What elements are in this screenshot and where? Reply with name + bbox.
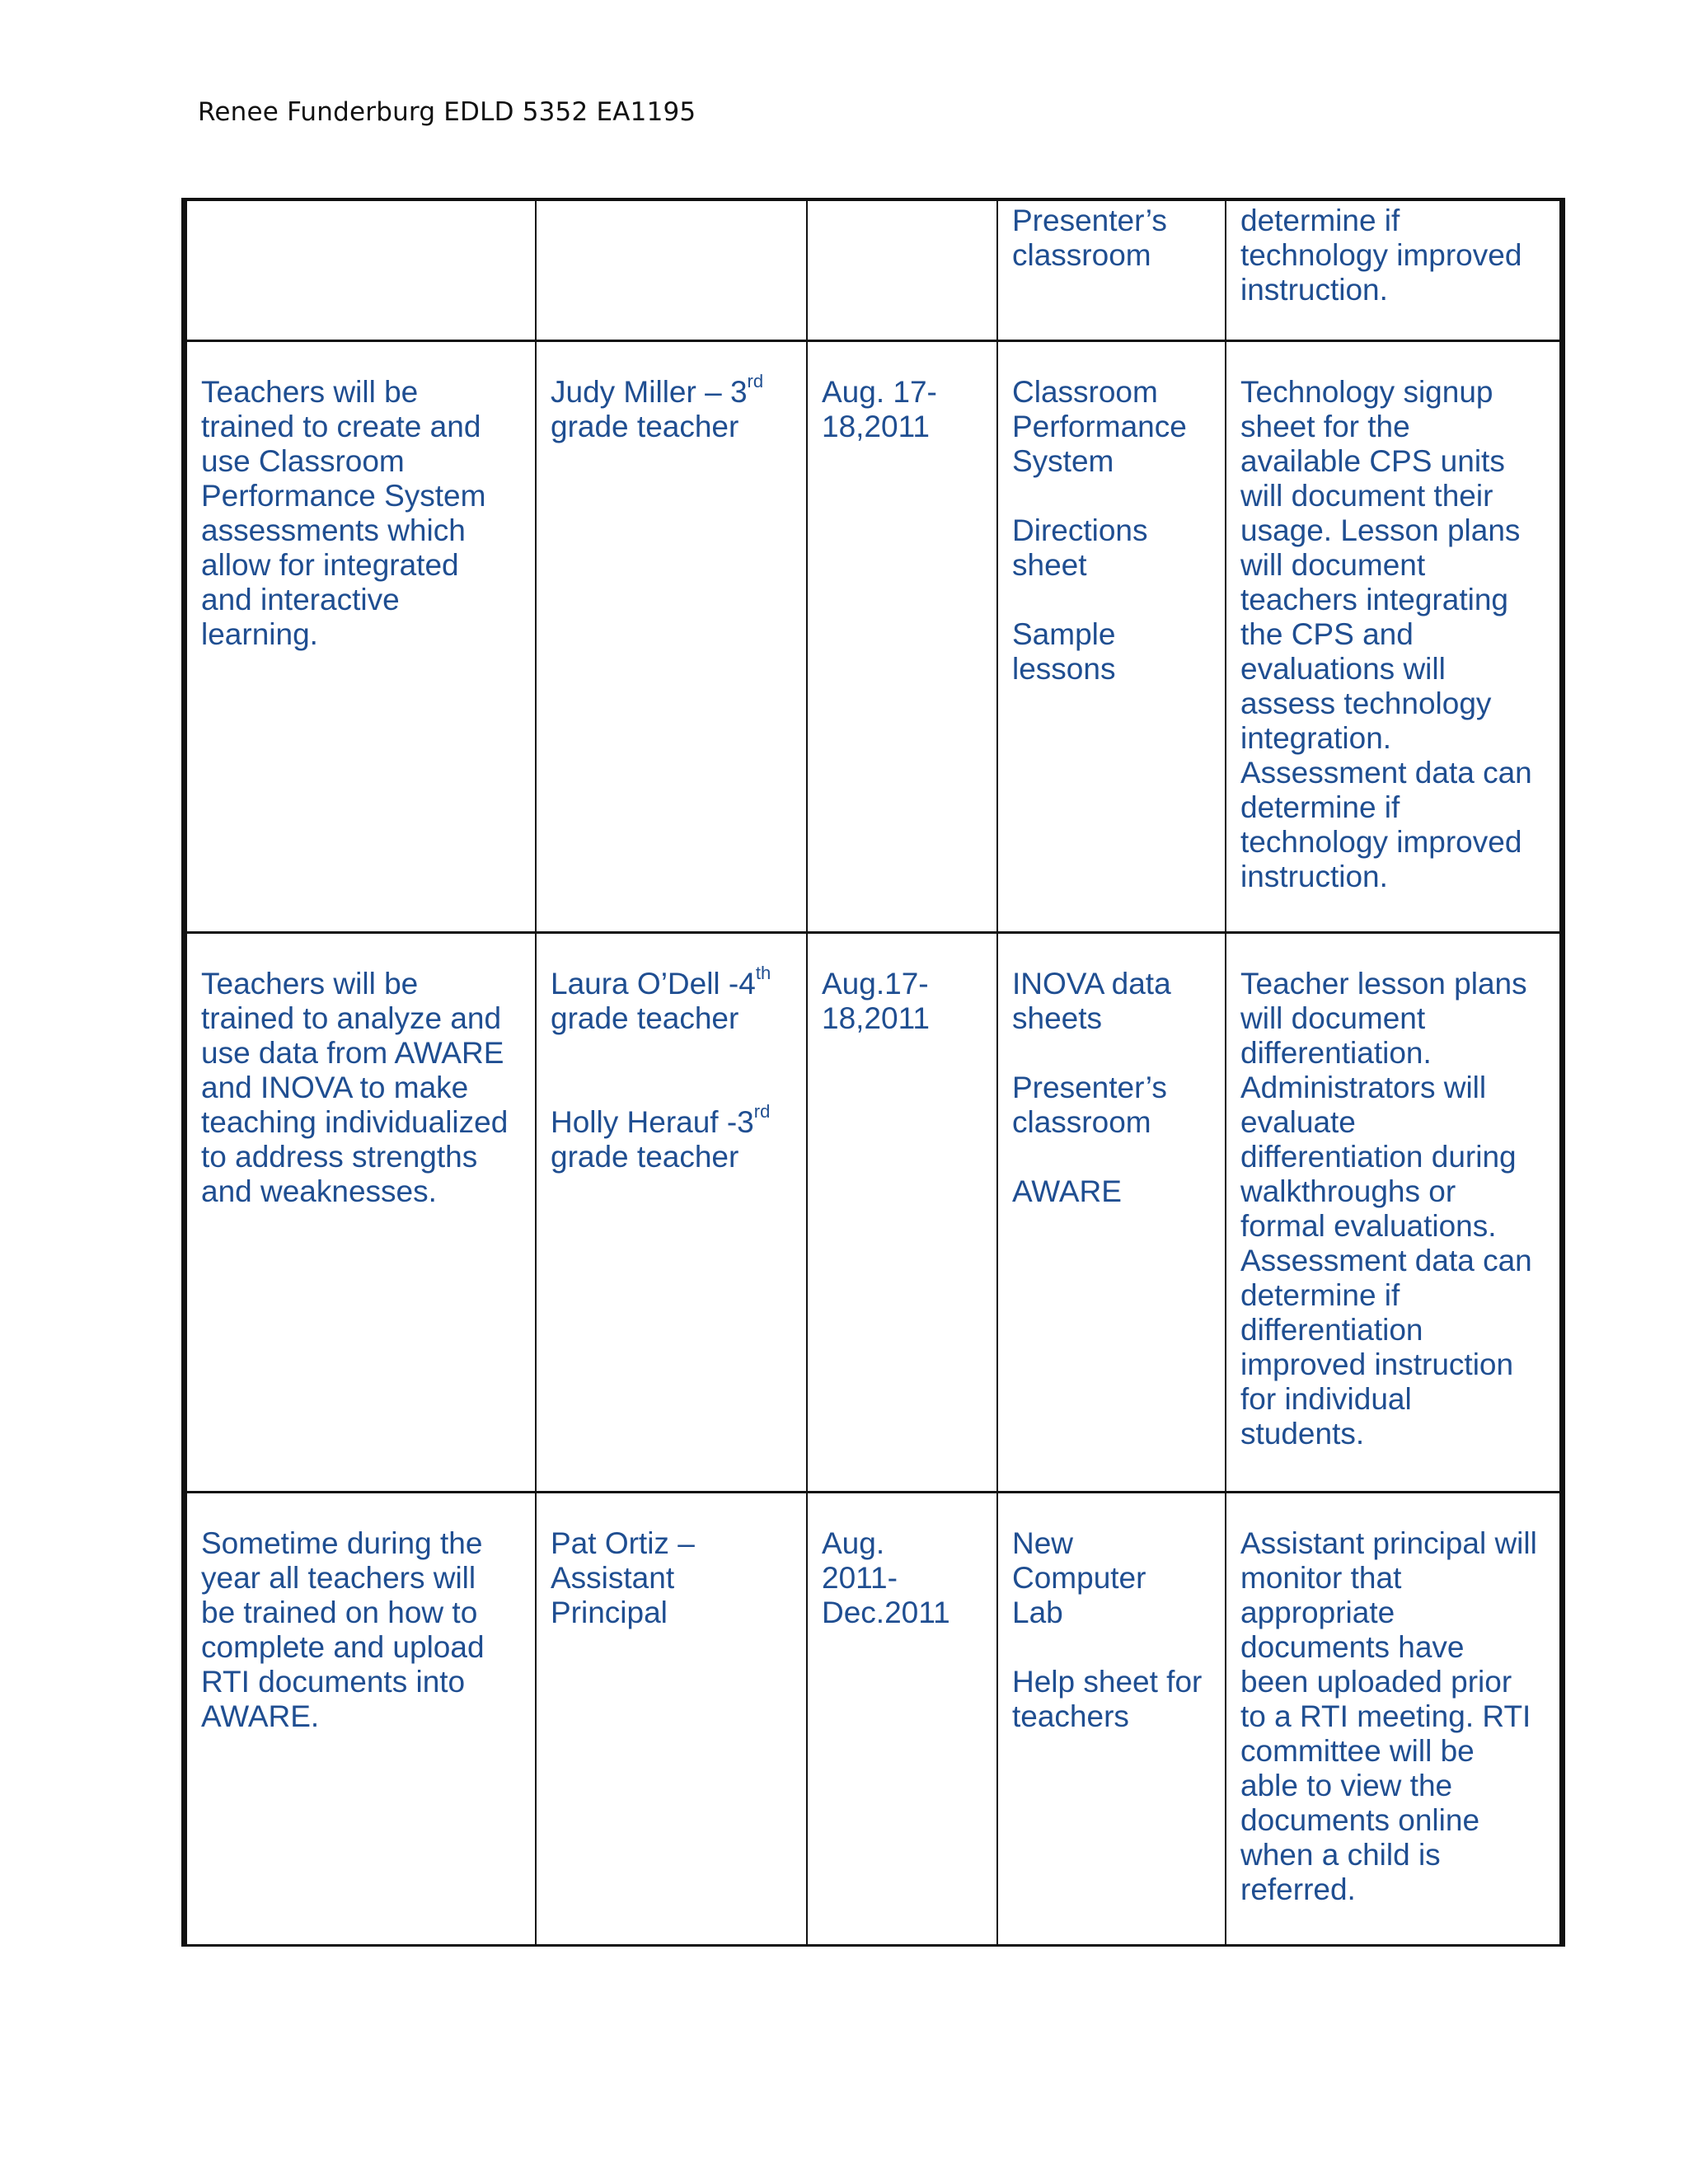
person-name: Judy Miller – 3rd [551, 371, 764, 409]
objective-line: be trained on how to [201, 1595, 478, 1629]
evaluation-line: assess technology [1240, 686, 1492, 720]
evaluation-line: determine if [1240, 204, 1400, 237]
evaluation-cell [1226, 1492, 1563, 1945]
timeline-line: Dec.2011 [822, 1595, 950, 1629]
resource-line: classroom [1012, 238, 1151, 272]
person-line: Pat Ortiz – [551, 1526, 695, 1560]
objective-line: trained to analyze and [201, 1001, 502, 1035]
timeline-cell [807, 1492, 997, 1945]
resource-line: sheet [1012, 547, 1087, 582]
timeline-line: Aug. 17- [822, 374, 937, 409]
resource-line: Sample [1012, 616, 1116, 651]
resource-line: System [1012, 443, 1114, 478]
objective-line: and INOVA to make [201, 1070, 469, 1104]
evaluation-line: formal evaluations. [1240, 1208, 1497, 1243]
person-responsible-cell [536, 340, 807, 932]
evaluation-line: determine if [1240, 790, 1400, 824]
evaluation-line: documents have [1240, 1629, 1465, 1664]
objective-line: Sometime during the [201, 1526, 483, 1560]
objective-line: year all teachers will [201, 1560, 476, 1595]
person-responsible-cell [536, 1492, 807, 1945]
person-name: Holly Herauf -3rd [551, 1101, 771, 1139]
person-role: grade teacher [551, 1139, 739, 1174]
objective-line: teaching individualized [201, 1104, 509, 1139]
table-row [185, 340, 1563, 932]
objective-line: trained to create and [201, 409, 481, 443]
objective-line: AWARE. [201, 1699, 320, 1733]
evaluation-line: evaluate [1240, 1104, 1356, 1139]
table-row [185, 932, 1563, 1492]
evaluation-line: will document [1240, 547, 1426, 582]
objective-line: and interactive [201, 582, 400, 616]
evaluation-cell [1226, 199, 1563, 340]
evaluation-line: Assistant principal will [1240, 1526, 1537, 1560]
timeline-line: 18,2011 [822, 409, 930, 443]
objective-line: learning. [201, 616, 318, 651]
timeline-cell [807, 199, 997, 340]
evaluation-line: monitor that [1240, 1560, 1402, 1595]
objective-line: RTI documents into [201, 1664, 466, 1699]
objective-line: use data from AWARE [201, 1035, 504, 1070]
objective-cell [185, 1492, 537, 1945]
evaluation-line: when a child is [1240, 1837, 1441, 1872]
objective-line: assessments which [201, 513, 466, 547]
evaluation-line: the CPS and [1240, 616, 1414, 651]
objective-line: Teachers will be [201, 966, 419, 1001]
professional-development-table [181, 198, 1565, 1947]
objective-cell [185, 199, 537, 340]
objective-line: complete and upload [201, 1629, 485, 1664]
resource-line: lessons [1012, 651, 1116, 686]
resource-line: Classroom [1012, 374, 1158, 409]
evaluation-line: technology improved [1240, 824, 1522, 859]
table-row [185, 1492, 1563, 1945]
resource-line: INOVA data [1012, 966, 1171, 1001]
resource-line: Help sheet for [1012, 1664, 1203, 1699]
resource-line: Directions [1012, 513, 1148, 547]
resource-line: Presenter’s [1012, 1070, 1167, 1104]
evaluation-line: committee will be [1240, 1733, 1475, 1768]
resource-line: Lab [1012, 1595, 1063, 1629]
person-line: Principal [551, 1595, 668, 1629]
evaluation-line: Teacher lesson plans [1240, 966, 1527, 1001]
timeline-line: Aug. [822, 1526, 885, 1560]
person-role: grade teacher [551, 1001, 739, 1035]
evaluation-line: instruction. [1240, 273, 1388, 307]
evaluation-cell [1226, 340, 1563, 932]
evaluation-line: evaluations will [1240, 651, 1446, 686]
person-name: Laura O’Dell -4th [551, 963, 771, 1001]
evaluation-line: instruction. [1240, 859, 1388, 893]
page-header: Renee Funderburg EDLD 5352 EA1195 [198, 97, 696, 127]
resources-cell [997, 932, 1226, 1492]
timeline-cell [807, 932, 997, 1492]
evaluation-line: able to view the [1240, 1768, 1453, 1802]
resource-line: sheets [1012, 1001, 1103, 1035]
resources-cell [997, 199, 1226, 340]
resource-line: Performance [1012, 409, 1187, 443]
table-row [185, 199, 1563, 340]
evaluation-line: to a RTI meeting. RTI [1240, 1699, 1531, 1733]
evaluation-line: appropriate [1240, 1595, 1395, 1629]
evaluation-line: teachers integrating [1240, 582, 1508, 616]
person-responsible-cell [536, 932, 807, 1492]
evaluation-line: determine if [1240, 1277, 1400, 1312]
evaluation-line: will document their [1240, 478, 1493, 513]
evaluation-line: Assessment data can [1240, 1243, 1532, 1277]
evaluation-line: differentiation. [1240, 1035, 1432, 1070]
resource-line: AWARE [1012, 1174, 1122, 1208]
evaluation-line: improved instruction [1240, 1347, 1514, 1381]
evaluation-line: Assessment data can [1240, 755, 1532, 790]
evaluation-line: students. [1240, 1416, 1365, 1451]
person-responsible-cell [536, 199, 807, 340]
evaluation-line: will document [1240, 1001, 1426, 1035]
resource-line: teachers [1012, 1699, 1129, 1733]
timeline-cell [807, 340, 997, 932]
evaluation-line: integration. [1240, 720, 1392, 755]
objective-cell [185, 340, 537, 932]
evaluation-line: walkthroughs or [1240, 1174, 1456, 1208]
objective-line: use Classroom [201, 443, 405, 478]
resources-cell [997, 340, 1226, 932]
objective-line: Performance System [201, 478, 486, 513]
evaluation-cell [1226, 932, 1563, 1492]
person-role: grade teacher [551, 409, 739, 443]
objective-line: and weaknesses. [201, 1174, 437, 1208]
evaluation-line: documents online [1240, 1802, 1480, 1837]
evaluation-line: Administrators will [1240, 1070, 1487, 1104]
timeline-line: 18,2011 [822, 1001, 930, 1035]
evaluation-line: usage. Lesson plans [1240, 513, 1521, 547]
person-line: Assistant [551, 1560, 675, 1595]
timeline-line: Aug.17- [822, 966, 929, 1001]
resources-cell [997, 1492, 1226, 1945]
evaluation-line: available CPS units [1240, 443, 1505, 478]
evaluation-line: been uploaded prior [1240, 1664, 1512, 1699]
evaluation-line: referred. [1240, 1872, 1356, 1906]
resource-line: Presenter’s [1012, 204, 1167, 237]
objective-line: Teachers will be [201, 374, 419, 409]
resource-line: New [1012, 1526, 1074, 1560]
evaluation-line: differentiation during [1240, 1139, 1517, 1174]
evaluation-line: sheet for the [1240, 409, 1410, 443]
resource-line: classroom [1012, 1104, 1151, 1139]
evaluation-line: technology improved [1240, 238, 1522, 272]
objective-cell [185, 932, 537, 1492]
objective-line: to address strengths [201, 1139, 478, 1174]
objective-line: allow for integrated [201, 547, 459, 582]
timeline-line: 2011- [822, 1560, 898, 1595]
evaluation-line: Technology signup [1240, 374, 1493, 409]
evaluation-line: for individual [1240, 1381, 1412, 1416]
resource-line: Computer [1012, 1560, 1146, 1595]
evaluation-line: differentiation [1240, 1312, 1423, 1347]
